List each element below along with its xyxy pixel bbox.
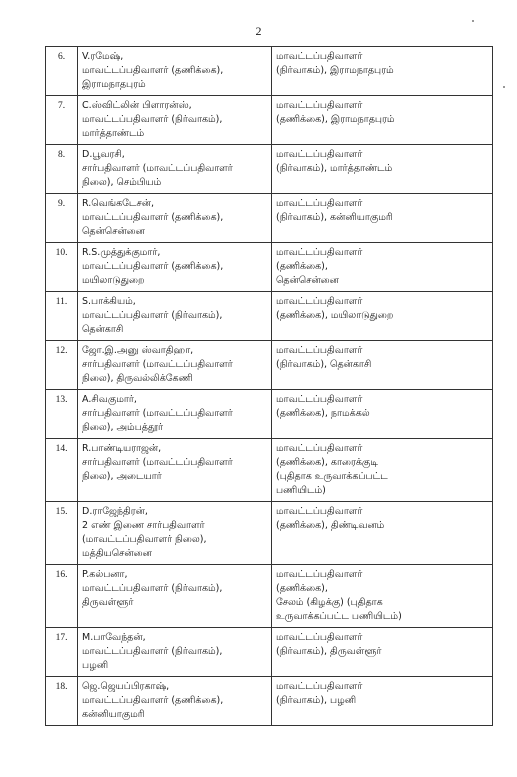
cell-line: மாவட்டப்பதிவாளர்: [276, 394, 363, 405]
cell-line: (தணிக்கை),: [276, 583, 328, 594]
cell-line: மாவட்டப்பதிவாளர்: [276, 198, 363, 209]
table-row: [46, 341, 493, 390]
cell-line: மாவட்டப்பதிவாளர் (நிர்வாகம்),: [82, 583, 223, 594]
cell-line: மாவட்டப்பதிவாளர்: [276, 506, 363, 517]
cell-line: (நிர்வாகம்), கன்னியாகுமரி: [276, 212, 393, 223]
cell-line: S.பாக்கியம்,: [82, 296, 136, 307]
table-row: [46, 628, 493, 677]
serial-number: 9.: [46, 194, 78, 243]
cell-line: V.ரமேஷ்,: [82, 51, 124, 62]
serial-number: 16.: [46, 565, 78, 628]
cell-line: தென்சென்னை: [276, 275, 339, 286]
cell-line: மாவட்டப்பதிவாளர்: [276, 569, 363, 580]
cell-line: (புதிதாக உருவாக்கப்பட்ட: [276, 471, 388, 482]
current-post-cell: [78, 145, 272, 194]
cell-line: (நிர்வாகம்), திருவள்ளூர்: [276, 646, 382, 657]
cell-line: (தணிக்கை),: [276, 261, 328, 272]
new-post-cell: [272, 439, 493, 502]
new-post-cell: [272, 243, 493, 292]
cell-line: (தணிக்கை), நாமக்கல்: [276, 408, 370, 419]
serial-number: 15.: [46, 502, 78, 565]
scan-speck: [472, 20, 474, 22]
table-row: [46, 47, 493, 96]
cell-line: (தணிக்கை), திண்டிவனம்: [276, 520, 385, 531]
cell-line: கன்னியாகுமரி: [82, 709, 145, 720]
serial-number: 18.: [46, 677, 78, 726]
cell-line: P.கல்பனா,: [82, 569, 128, 580]
cell-line: R.பாண்டியராஜன்,: [82, 443, 162, 454]
current-post-cell: [78, 677, 272, 726]
current-post-cell: [78, 439, 272, 502]
cell-line: (தணிக்கை), காரைக்குடி: [276, 457, 378, 468]
cell-line: M.பாவேந்தன்,: [82, 632, 146, 643]
cell-line: தென்காசி: [82, 324, 124, 335]
cell-line: மாவட்டப்பதிவாளர் (தணிக்கை),: [82, 695, 224, 706]
cell-line: பழனி: [82, 660, 109, 671]
cell-line: மத்தியசென்னை: [82, 548, 152, 559]
current-post-cell: [78, 565, 272, 628]
cell-line: (நிர்வாகம்), தென்காசி: [276, 359, 372, 370]
cell-line: மயிலாடுதுறை: [82, 275, 145, 286]
current-post-cell: [78, 292, 272, 341]
cell-line: மாவட்டப்பதிவாளர்: [276, 443, 363, 454]
cell-line: (நிர்வாகம்), இராமநாதபுரம்: [276, 65, 394, 76]
cell-line: மாவட்டப்பதிவாளர்: [276, 51, 363, 62]
cell-line: மாவட்டப்பதிவாளர்: [276, 632, 363, 643]
cell-line: R.வெங்கடேசன்,: [82, 198, 154, 209]
cell-line: சார்பதிவாளர் (மாவட்டப்பதிவாளர்: [82, 408, 233, 419]
current-post-cell: [78, 341, 272, 390]
cell-line: மாவட்டப்பதிவாளர்: [276, 345, 363, 356]
serial-number: 8.: [46, 145, 78, 194]
new-post-cell: [272, 677, 493, 726]
cell-line: (தணிக்கை), மயிலாடுதுறை: [276, 310, 394, 321]
cell-line: பணியிடம்): [276, 485, 326, 496]
cell-line: மாவட்டப்பதிவாளர் (நிர்வாகம்),: [82, 310, 223, 321]
new-post-cell: [272, 145, 493, 194]
cell-line: (நிர்வாகம்), மார்த்தாண்டம்: [276, 163, 393, 174]
cell-line: ஜோ.இ.அனு ஸ்வாதிஹா,: [82, 345, 194, 356]
current-post-cell: [78, 628, 272, 677]
cell-line: நிலை), திருவல்லிக்கேணி: [82, 373, 193, 384]
cell-line: ஜெ.ஜெயப்பிரகாஷ்,: [82, 681, 170, 692]
cell-line: சார்பதிவாளர் (மாவட்டப்பதிவாளர்: [82, 359, 233, 370]
table-row: [46, 194, 493, 243]
new-post-cell: [272, 47, 493, 96]
serial-number: 12.: [46, 341, 78, 390]
serial-number: 13.: [46, 390, 78, 439]
table-row: [46, 439, 493, 502]
table-row: [46, 243, 493, 292]
new-post-cell: [272, 341, 493, 390]
cell-line: மாவட்டப்பதிவாளர் (தணிக்கை),: [82, 65, 224, 76]
cell-line: மாவட்டப்பதிவாளர் (தணிக்கை),: [82, 212, 224, 223]
current-post-cell: [78, 502, 272, 565]
page-number: 2: [255, 24, 262, 38]
current-post-cell: [78, 194, 272, 243]
cell-line: சார்பதிவாளர் (மாவட்டப்பதிவாளர்: [82, 163, 233, 174]
cell-line: A.சிவகுமார்,: [82, 394, 137, 405]
cell-line: மாவட்டப்பதிவாளர் (தணிக்கை),: [82, 261, 224, 272]
current-post-cell: [78, 243, 272, 292]
cell-line: தென்சென்னை: [82, 226, 145, 237]
new-post-cell: [272, 390, 493, 439]
table-row: [46, 96, 493, 145]
serial-number: 17.: [46, 628, 78, 677]
cell-line: மாவட்டப்பதிவாளர்: [276, 100, 363, 111]
serial-number: 6.: [46, 47, 78, 96]
cell-line: C.ஸ்விட்லின் பிளாரன்ஸ்,: [82, 100, 192, 111]
cell-line: (நிர்வாகம்), பழனி: [276, 695, 357, 706]
new-post-cell: [272, 194, 493, 243]
cell-line: இராமநாதபுரம்: [82, 79, 146, 90]
cell-line: மாவட்டப்பதிவாளர் (நிர்வாகம்),: [82, 646, 223, 657]
cell-line: (தணிக்கை), இராமநாதபுரம்: [276, 114, 395, 125]
cell-line: திருவள்ளூர்: [82, 597, 134, 608]
cell-line: சார்பதிவாளர் (மாவட்டப்பதிவாளர்: [82, 457, 233, 468]
cell-line: மாவட்டப்பதிவாளர்: [276, 681, 363, 692]
table-row: [46, 145, 493, 194]
cell-line: மாவட்டப்பதிவாளர்: [276, 149, 363, 160]
current-post-cell: [78, 47, 272, 96]
cell-line: மாவட்டப்பதிவாளர்: [276, 296, 363, 307]
new-post-cell: [272, 502, 493, 565]
cell-line: நிலை), அடையார்: [82, 471, 162, 482]
new-post-cell: [272, 628, 493, 677]
transfer-table: [45, 46, 493, 726]
cell-line: (மாவட்டப்பதிவாளர் நிலை),: [82, 534, 207, 545]
current-post-cell: [78, 96, 272, 145]
cell-line: மார்த்தாண்டம்: [82, 128, 145, 139]
table-row: [46, 565, 493, 628]
new-post-cell: [272, 96, 493, 145]
serial-number: 7.: [46, 96, 78, 145]
cell-line: நிலை), செம்பியம்: [82, 177, 162, 188]
table-row: [46, 677, 493, 726]
current-post-cell: [78, 390, 272, 439]
scan-speck: [503, 86, 505, 88]
cell-line: மாவட்டப்பதிவாளர்: [276, 247, 363, 258]
table-row: [46, 502, 493, 565]
serial-number: 14.: [46, 439, 78, 502]
cell-line: மாவட்டப்பதிவாளர் (நிர்வாகம்),: [82, 114, 223, 125]
cell-line: 2 எண் இணை சார்பதிவாளர்: [82, 520, 205, 531]
cell-line: D.ராஜேந்திரன்,: [82, 506, 148, 517]
cell-line: உருவாக்கப்பட்ட பணியிடம்): [276, 611, 402, 622]
cell-line: சேலம் (கிழக்கு) (புதிதாக: [276, 597, 383, 608]
new-post-cell: [272, 292, 493, 341]
cell-line: நிலை), அம்பத்தூர்: [82, 422, 163, 433]
new-post-cell: [272, 565, 493, 628]
table-row: [46, 390, 493, 439]
serial-number: 10.: [46, 243, 78, 292]
table-row: [46, 292, 493, 341]
serial-number: 11.: [46, 292, 78, 341]
cell-line: R.S.முத்துக்குமார்,: [82, 247, 161, 258]
cell-line: D.பூவரசி,: [82, 149, 125, 160]
